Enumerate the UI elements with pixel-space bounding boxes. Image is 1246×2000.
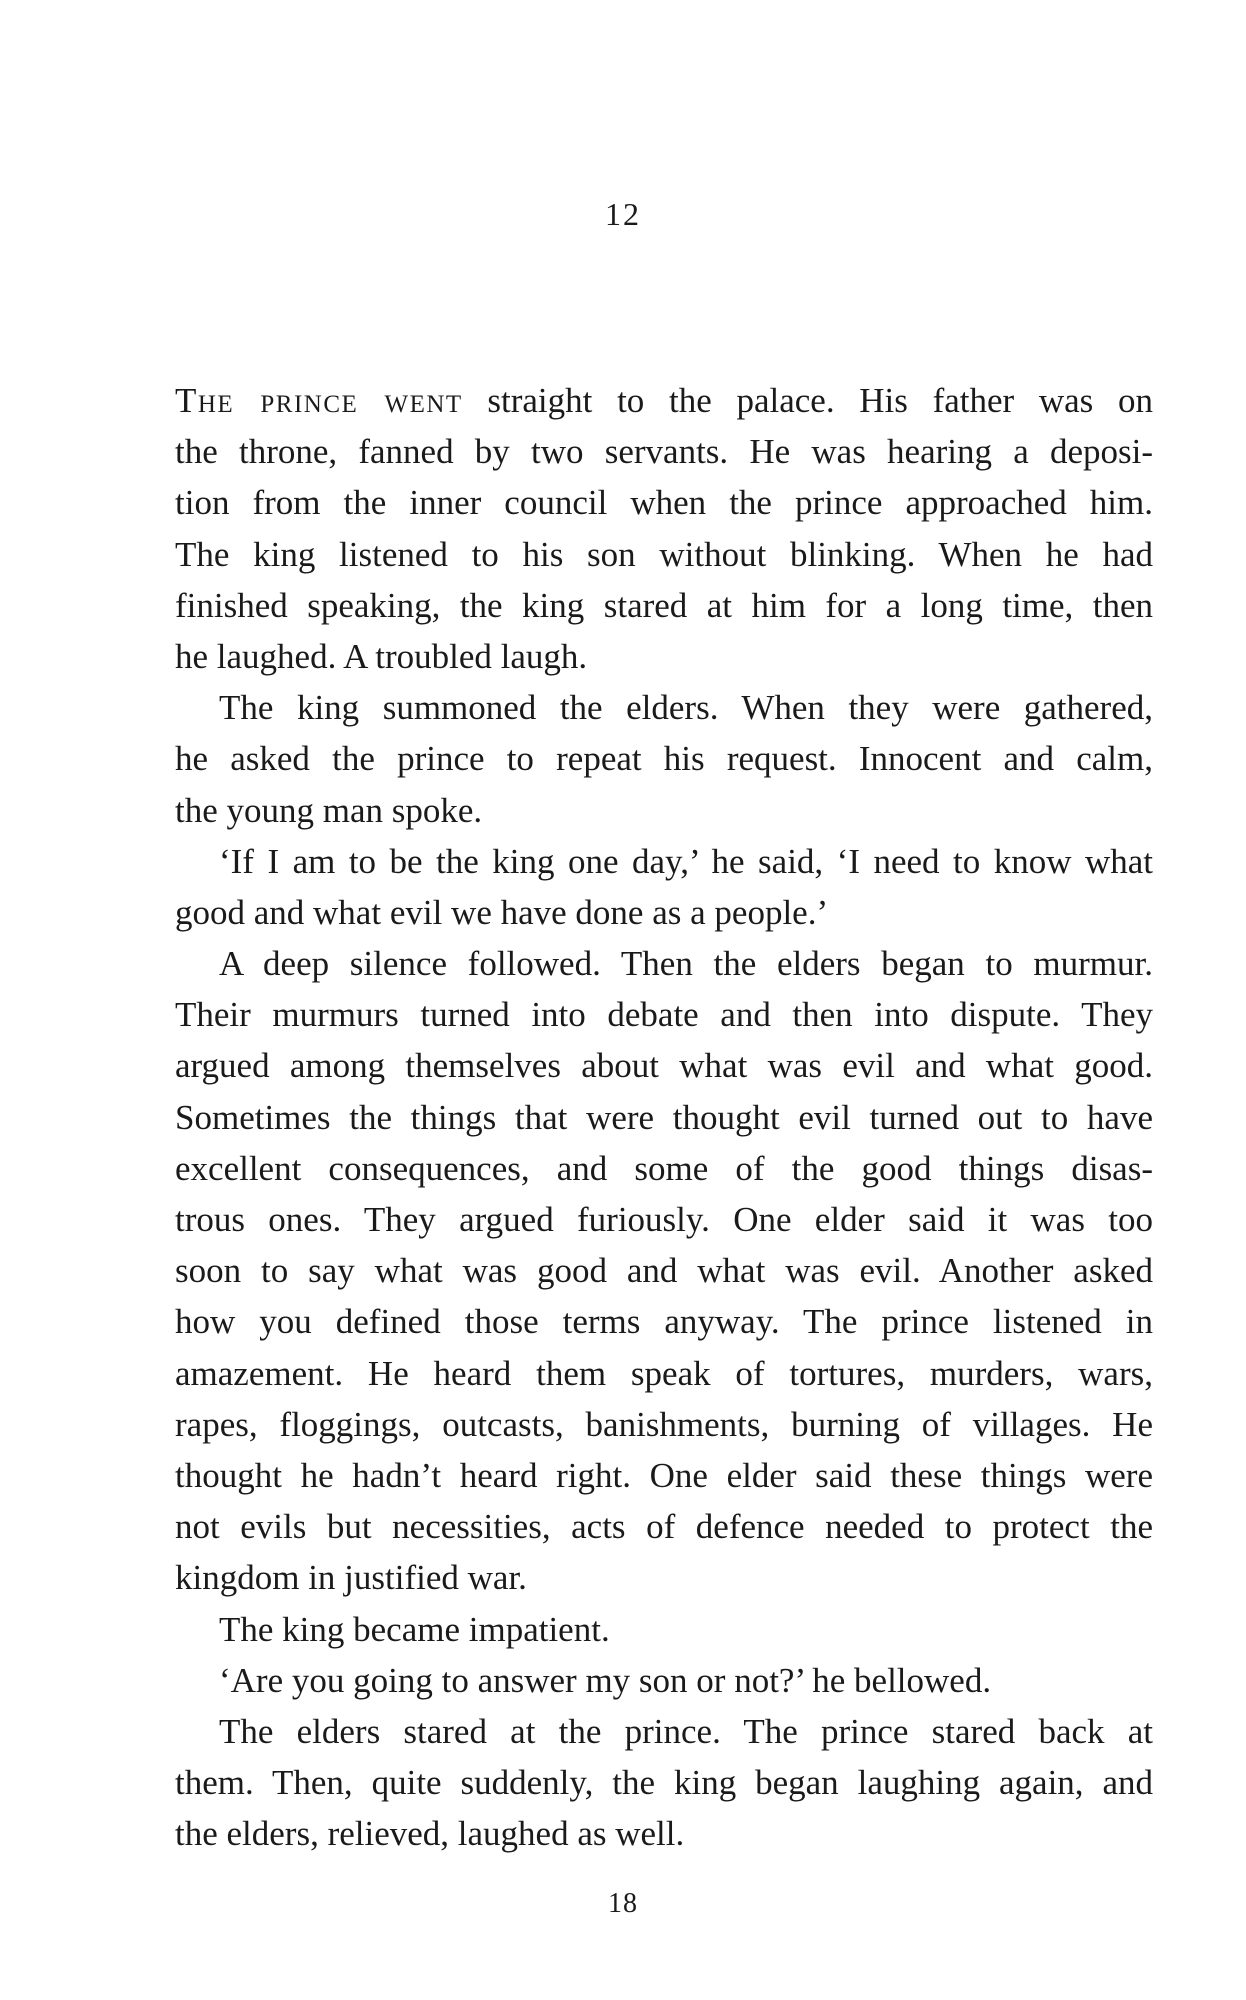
text-line: he asked the prince to repeat his request. Innocent and calm, bbox=[175, 739, 1153, 779]
text-line: thought he hadn’t heard right. One elder said these things were bbox=[175, 1455, 1153, 1495]
text-line: them. Then, quite suddenly, the king began laughing again, and bbox=[175, 1763, 1153, 1803]
text-line: The king became impatient. bbox=[219, 1609, 610, 1649]
text-line: finished speaking, the king stared at him for a long time, then bbox=[175, 585, 1153, 625]
page-number: 18 bbox=[608, 1888, 638, 1919]
text-line: trous ones. They argued furiously. One elder said it was too bbox=[175, 1200, 1153, 1239]
text-line: the elders, relieved, laughed as well. bbox=[175, 1814, 685, 1854]
text-line-opening bbox=[175, 375, 1153, 426]
text-line: the young man spoke. bbox=[175, 790, 483, 830]
text-line: The king listened to his son without blinking. When he had bbox=[175, 534, 1153, 574]
text-line: Sometimes the things that were thought evil turned out to have bbox=[175, 1097, 1153, 1137]
chapter-number: 12 bbox=[605, 196, 641, 232]
text-line: the throne, fanned by two servants. He was hearing a deposi- bbox=[175, 432, 1153, 472]
body-text bbox=[175, 375, 1153, 1859]
text-line: A deep silence followed. Then the elders began to murmur. bbox=[219, 944, 1153, 984]
text-line: excellent consequences, and some of the good things disas- bbox=[175, 1148, 1153, 1188]
opening-rest: straight to the palace. His father was on bbox=[462, 381, 1153, 420]
text-line: kingdom in justified war. bbox=[175, 1558, 527, 1598]
opening-smallcaps: The prince went bbox=[175, 381, 463, 420]
text-line: ‘Are you going to answer my son or not?’ he bellowed. bbox=[219, 1660, 992, 1700]
text-line: soon to say what was good and what was evil. Another asked bbox=[175, 1251, 1153, 1291]
text-line: he laughed. A troubled laugh. bbox=[175, 636, 588, 676]
text-line: The king summoned the elders. When they were gathered, bbox=[219, 688, 1153, 728]
text-line: rapes, floggings, outcasts, banishments, burning of villages. He bbox=[175, 1404, 1153, 1444]
text-line: Their murmurs turned into debate and then into dispute. They bbox=[175, 995, 1153, 1035]
text-line: ‘If I am to be the king one day,’ he said, ‘I need to know what bbox=[219, 841, 1153, 881]
text-line: how you defined those terms anyway. The prince listened in bbox=[175, 1302, 1153, 1342]
text-line: amazement. He heard them speak of tortures, murders, wars, bbox=[175, 1353, 1153, 1393]
text-line: argued among themselves about what was evil and what good. bbox=[175, 1046, 1153, 1086]
text-line: good and what evil we have done as a people.’ bbox=[175, 892, 829, 932]
text-line: tion from the inner council when the prince approached him. bbox=[175, 483, 1153, 523]
text-line: The elders stared at the prince. The prince stared back at bbox=[219, 1711, 1153, 1751]
text-line: not evils but necessities, acts of defence needed to protect the bbox=[175, 1507, 1153, 1547]
